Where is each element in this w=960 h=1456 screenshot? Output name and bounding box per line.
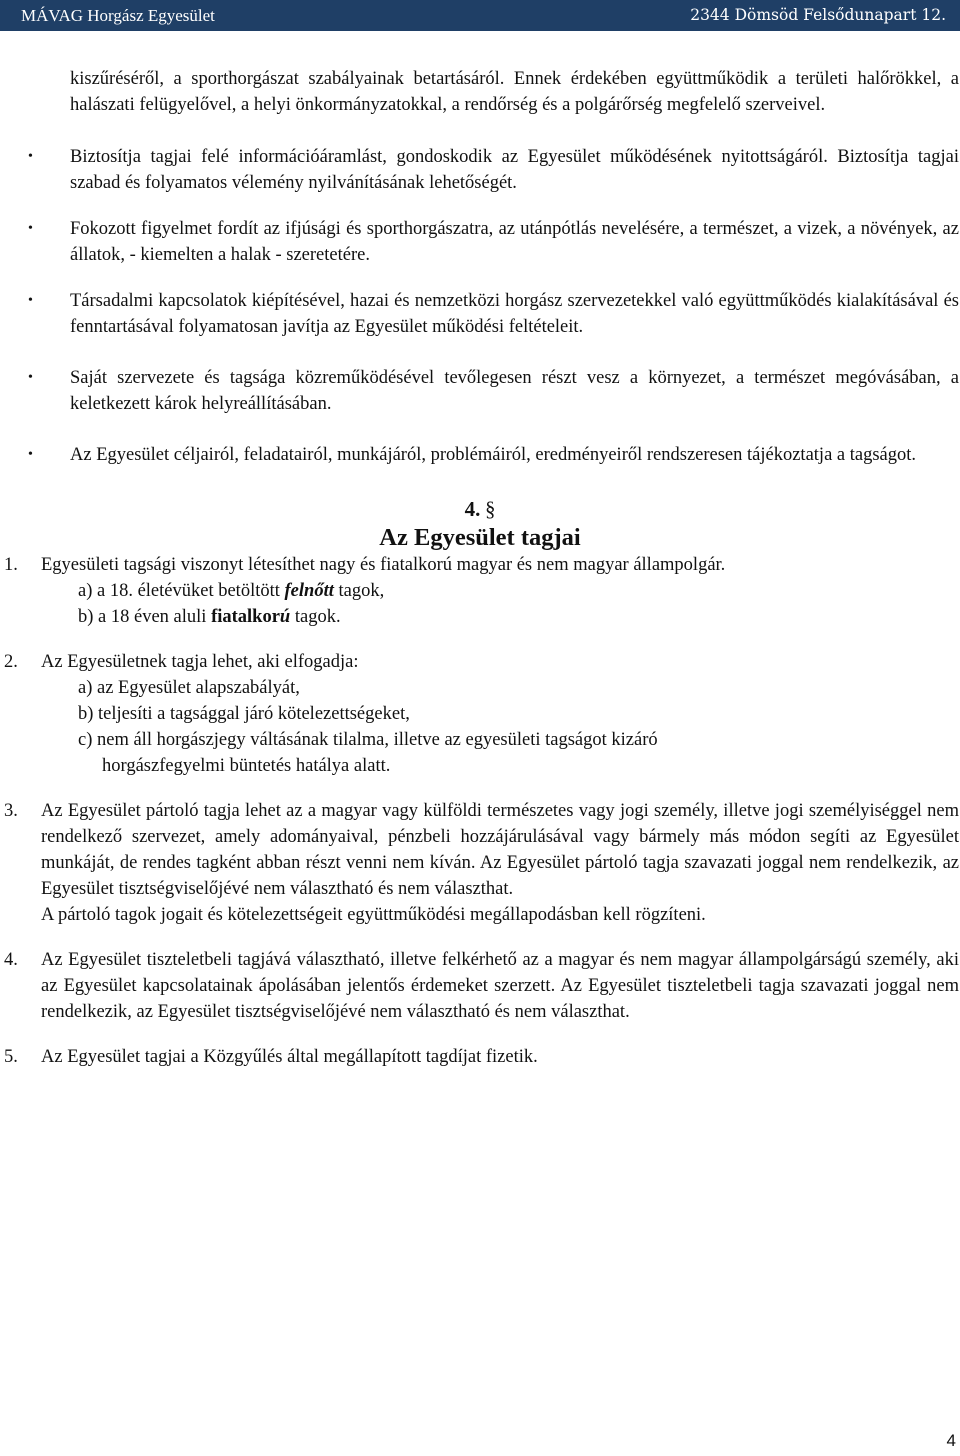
- bullet-text: Az Egyesület céljairól, feladatairól, munkájáról, problémáiról, eredményeiről rendszeresen tájékoztatja a tagságot.: [70, 445, 917, 465]
- sub-item: b) teljesíti a tagsággal járó kötelezettségeket,: [78, 704, 410, 724]
- item-number: 1.: [4, 555, 18, 575]
- numbered-item: [4, 798, 959, 928]
- section-title: Az Egyesület tagjai: [379, 524, 581, 551]
- item-text: Az Egyesület pártoló tagja lehet az a magyar vagy külföldi természetes vagy jogi személy, illetve jogi személyiséggel nem rendelkező szervezet, amely adományaival, pénzbeli hozzájárulásával vagy bármely más módon segíti az Egyesület munkáját, de rendes tagként abban részt venni nem kíván. Az Egyesület pártoló tagja szavazati joggal nem rendelkezik, az Egyesület tisztségviselőjévé nem választható és nem választhat.: [41, 801, 959, 899]
- item-number: 5.: [4, 1047, 18, 1067]
- document-body: [0, 66, 960, 1070]
- section-heading: [0, 496, 960, 552]
- sub-item-text: a) a 18. életévüket betöltött: [78, 581, 285, 601]
- emphasis-text: felnőtt: [284, 581, 334, 601]
- bullet-icon: •: [28, 370, 33, 385]
- page-header: [0, 0, 960, 31]
- sub-item-text: tagok.: [290, 607, 341, 627]
- bullet-text: Fokozott figyelmet fordít az ifjúsági és sporthorgászatra, az utánpótlás nevelésére, a természet, a vizek, a növények, az állatok, - kiemelten a halak - szeretetére.: [70, 219, 959, 265]
- bullet-icon: •: [28, 447, 33, 462]
- bullet-icon: •: [28, 293, 33, 308]
- item-number: 2.: [4, 652, 18, 672]
- header-address: 2344 Dömsöd Felsődunapart 12.: [690, 6, 946, 24]
- sub-item-continuation: horgászfegyelmi büntetés hatálya alatt.: [102, 756, 391, 776]
- sub-item: [78, 578, 960, 604]
- bullet-icon: •: [28, 149, 33, 164]
- section-number: 4.: [464, 497, 481, 521]
- numbered-item: [4, 552, 959, 578]
- sub-item-text: tagok,: [333, 581, 385, 601]
- header-organization-name: MÁVAG Horgász Egyesület: [21, 6, 215, 25]
- bullet-item: [28, 365, 959, 417]
- section-symbol: §: [484, 497, 496, 521]
- item-text: Az Egyesület tiszteletbeli tagjává választható, illetve felkérhető az a magyar és nem magyar állampolgárságú személy, aki az Egyesület kapcsolatainak ápolásában jelentős érdemeket szerzett. Az Egyesület tiszteletbeli tagja szavazati joggal nem rendelkezik, az Egyesület tisztségviselőjévé nem választható és nem választhat.: [41, 950, 959, 1022]
- sub-item: a) az Egyesület alapszabályát,: [78, 678, 300, 698]
- continued-paragraph: kiszűréséről, a sporthorgászat szabályainak betartásáról. Ennek érdekében együttműködik a területi halőrökkel, a halászati felügyelővel, a helyi önkormányzatokkal, a rendőrség és a polgárőrség megfelelő szerveivel.: [70, 69, 959, 115]
- emphasis-text: fiatalkor: [211, 607, 280, 627]
- item-text: Az Egyesület tagjai a Közgyűlés által megállapított tagdíjat fizetik.: [41, 1047, 538, 1067]
- bullet-item: [28, 144, 959, 196]
- numbered-item: [4, 1044, 959, 1070]
- emphasis-text: ú: [279, 607, 291, 627]
- page-number: 4: [946, 1431, 956, 1450]
- numbered-item: [4, 649, 959, 675]
- sub-item-text: b) a 18 éven aluli: [78, 607, 212, 627]
- bullet-item: [28, 442, 959, 468]
- sub-item: c) nem áll horgászjegy váltásának tilalma, illetve az egyesületi tagságot kizáró: [78, 730, 658, 750]
- bullet-item: [28, 216, 959, 268]
- section-number-line: [0, 496, 960, 524]
- item-text: Egyesületi tagsági viszonyt létesíthet nagy és fiatalkorú magyar és nem magyar állampolgár.: [41, 555, 726, 575]
- item-number: 3.: [4, 801, 18, 821]
- bullet-icon: •: [28, 221, 33, 236]
- bullet-item: [28, 288, 959, 340]
- bullet-text: Biztosítja tagjai felé információáramlást, gondoskodik az Egyesület működésének nyitottságáról. Biztosítja tagjai szabad és folyamatos vélemény nyilvánításának lehetőségét.: [70, 147, 959, 193]
- numbered-item: [4, 947, 959, 1025]
- item-text: Az Egyesületnek tagja lehet, aki elfogadja:: [41, 652, 359, 672]
- sub-item: [78, 604, 960, 630]
- item-number: 4.: [4, 950, 18, 970]
- bullet-text: Saját szervezete és tagsága közreműködésével tevőlegesen részt vesz a környezet, a természet megóvásában, a keletkezett károk helyreállításában.: [70, 368, 959, 414]
- bullet-text: Társadalmi kapcsolatok kiépítésével, hazai és nemzetközi horgász szervezetekkel való együttműködés kialakításával és fenntartásával folyamatosan javítja az Egyesület működési feltételeit.: [70, 291, 959, 337]
- item-text: A pártoló tagok jogait és kötelezettségeit együttműködési megállapodásban kell rögzíteni.: [41, 905, 706, 925]
